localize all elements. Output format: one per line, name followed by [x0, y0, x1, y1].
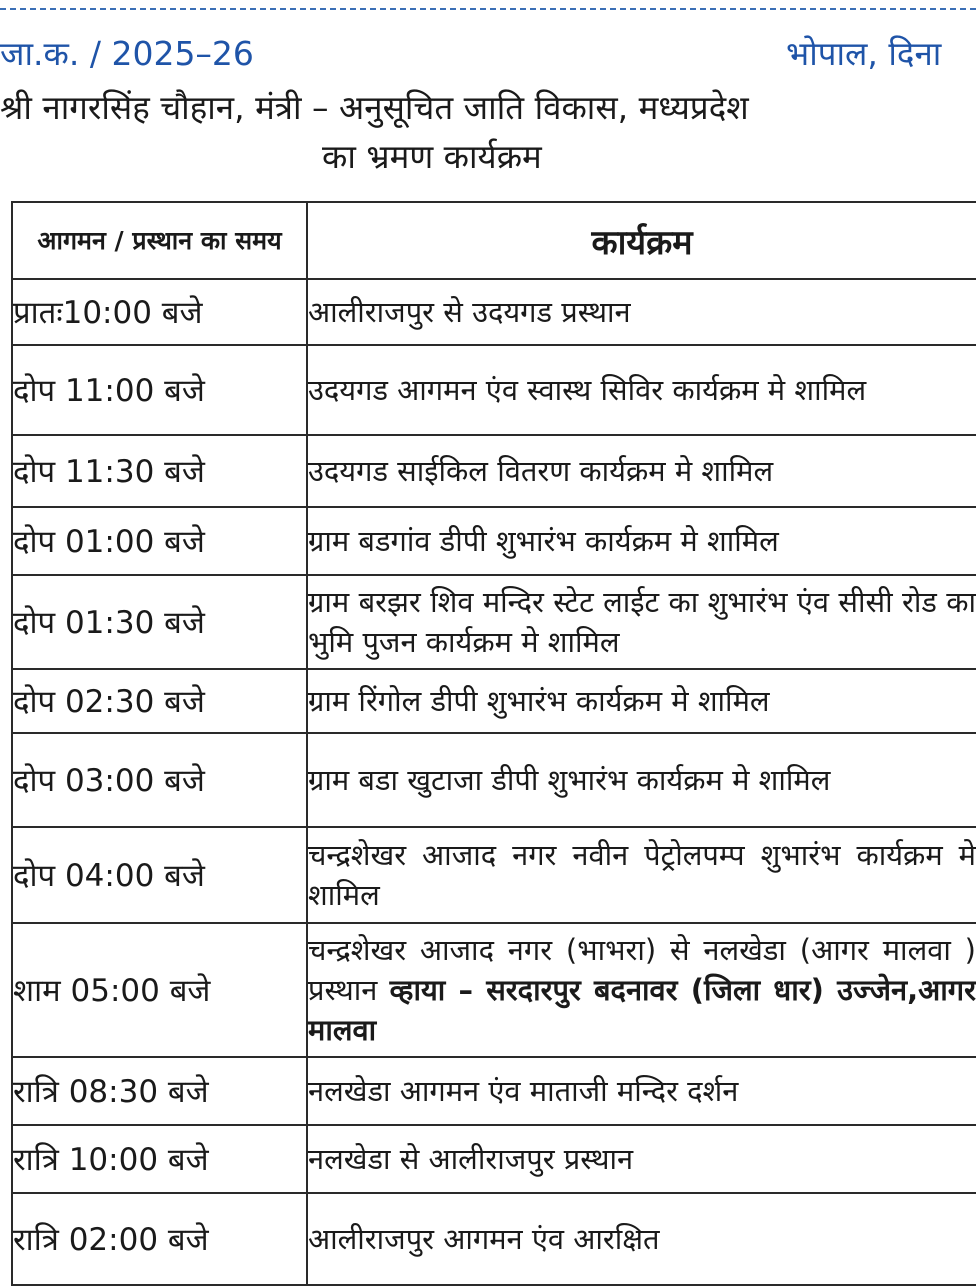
place-date: भोपाल, दिना: [786, 34, 942, 73]
row-time: दोप 02:30 बजे: [12, 669, 307, 733]
table-row: [12, 1193, 976, 1285]
table-row: [12, 923, 976, 1057]
row-time: रात्रि 08:30 बजे: [12, 1057, 307, 1125]
row-program: नलखेडा से आलीराजपुर प्रस्थान: [307, 1125, 976, 1193]
row-program: [307, 923, 976, 1057]
row-program: ग्राम बडा खुटाजा डीपी शुभारंभ कार्यक्रम मे शामिल: [307, 733, 976, 827]
table-row: [12, 575, 976, 669]
row-time: प्रातः10:00 बजे: [12, 279, 307, 345]
schedule-table: [11, 201, 976, 1286]
table-row: [12, 669, 976, 733]
row-program-route-bold: व्हाया – सरदारपुर बदनावर (जिला धार) उज्जेन,आगर मालवा: [308, 973, 976, 1047]
row-time: रात्रि 02:00 बजे: [12, 1193, 307, 1285]
row-program: आलीराजपुर आगमन एंव आरक्षित: [307, 1193, 976, 1285]
table-row: [12, 1125, 976, 1193]
column-header-program: कार्यक्रम: [307, 202, 976, 279]
table-row: [12, 345, 976, 435]
row-program: ग्राम बरझर शिव मन्दिर स्टेट लाईट का शुभारंभ एंव सीसी रोड का भुमि पुजन कार्यक्रम मे शामिल: [307, 575, 976, 669]
row-program: उदयगड आगमन एंव स्वास्थ सिविर कार्यक्रम मे शामिल: [307, 345, 976, 435]
table-row: [12, 733, 976, 827]
reference-number: जा.क. / 2025–26: [0, 34, 254, 73]
row-program: उदयगड साईकिल वितरण कार्यक्रम मे शामिल: [307, 435, 976, 507]
document-title-line-1: श्री नागरसिंह चौहान, मंत्री – अनुसूचित जाति विकास, मध्यप्रदेश: [0, 88, 749, 127]
row-program-text: चन्द्रशेखर आजाद नगर (भाभरा) से नलखेडा (आगर मालवा ) प्रस्थान: [308, 933, 976, 1007]
table-row: [12, 279, 976, 345]
row-time: दोप 11:30 बजे: [12, 435, 307, 507]
row-program: ग्राम बडगांव डीपी शुभारंभ कार्यक्रम मे शामिल: [307, 507, 976, 575]
table-row: [12, 435, 976, 507]
row-time: शाम 05:00 बजे: [12, 923, 307, 1057]
table-row: [12, 1057, 976, 1125]
document-title-line-2: का भ्रमण कार्यक्रम: [322, 137, 542, 176]
row-time: रात्रि 10:00 बजे: [12, 1125, 307, 1193]
row-time: दोप 01:00 बजे: [12, 507, 307, 575]
column-header-time: आगमन / प्रस्थान का समय: [12, 202, 307, 279]
row-time: दोप 04:00 बजे: [12, 827, 307, 923]
table-header-row: [12, 202, 976, 279]
row-program: आलीराजपुर से उदयगड प्रस्थान: [307, 279, 976, 345]
table-row: [12, 827, 976, 923]
row-program: चन्द्रशेखर आजाद नगर नवीन पेट्रोलपम्प शुभारंभ कार्यक्रम मे शामिल: [307, 827, 976, 923]
table-row: [12, 507, 976, 575]
row-time: दोप 01:30 बजे: [12, 575, 307, 669]
header-dashed-rule: [0, 8, 976, 10]
row-time: दोप 11:00 बजे: [12, 345, 307, 435]
row-time: दोप 03:00 बजे: [12, 733, 307, 827]
row-program: ग्राम रिंगोल डीपी शुभारंभ कार्यक्रम मे शामिल: [307, 669, 976, 733]
row-program: नलखेडा आगमन एंव माताजी मन्दिर दर्शन: [307, 1057, 976, 1125]
